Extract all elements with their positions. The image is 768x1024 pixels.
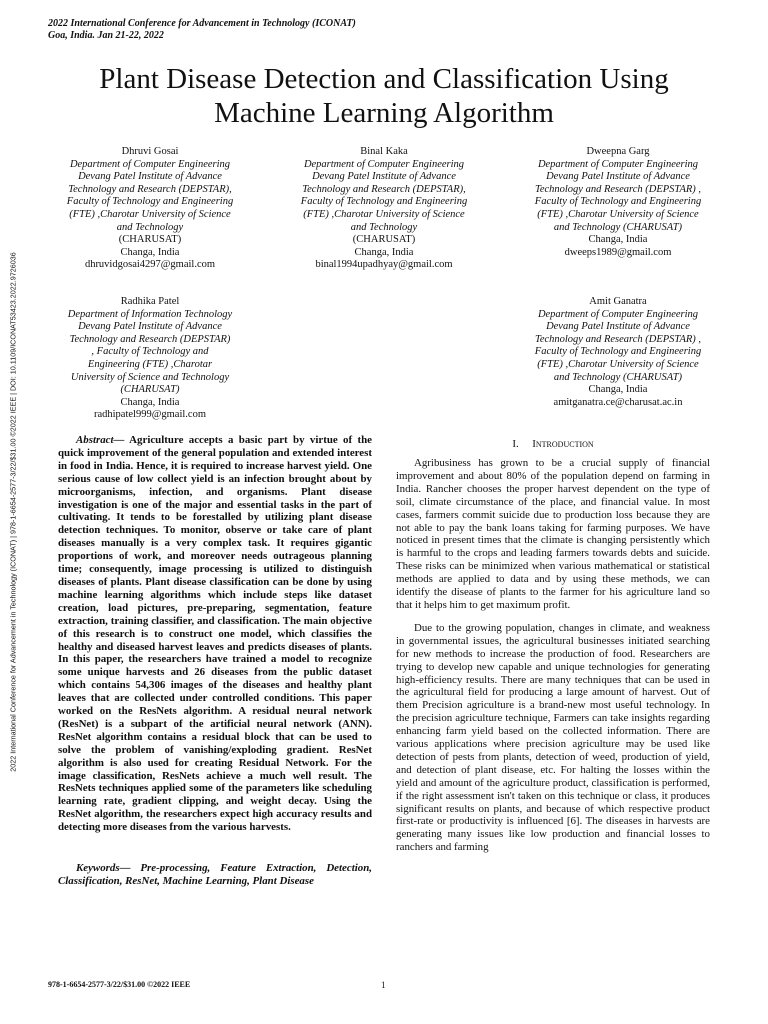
keywords-text: Keywords— Pre-processing, Feature Extraction, Detection, Classification, ResNet, Machine Learning, Plant Disease [58,862,372,887]
author-email[interactable]: amitganatra.ce@charusat.ac.in [553,396,683,408]
author-block [40,146,260,272]
abstract-paragraph [58,434,372,834]
author-location-line: Changa, India [588,234,648,246]
author-block [40,296,260,422]
author-affiliation-line: Devang Patel Institute of Advance [78,321,222,333]
author-location-line: (CHARUSAT) [118,234,182,246]
author-location-line: Changa, India [120,396,180,408]
author-affiliation-line: Department of Information Technology [67,308,233,320]
conference-name: 2022 International Conference for Advancement in Technology (ICONAT) [48,18,356,29]
author-affiliation-line: Technology and Research (DEPSTAR) , [534,183,702,195]
author-affiliation-line: Devang Patel Institute of Advance [312,171,456,183]
abstract-text: Agriculture accepts a basic part by virtue of the quick improvement of the general population and extended interest in food in India. Hence, it is required to increase harvest yield. One serious cause of low collect yield is an infection brought about by microorganisms, infection, and organisms. Plant disease investigation is one of the major and essential tasks in the part of cultivating. It tends to be forestalled by utilizing plant disease detection techniques. To monitor, observe or take care of plant diseases manually is a very complex task. It requires gigantic proportions of work, and moreover needs outrageous planning time; consequently, image processing is utilized to distinguish diseases of plants. Plant disease classification can be done by using machine learning algorithms which include steps like dataset creation, load pictures, pre-preparing, segmentation, feature extraction, training classifier, and classification. The main objective of this research is to construct one model, which classifies the healthy and diseased harvest leaves and predicts diseases of plants. In this paper, the researchers have trained a model to recognize some unique harvests and 26 diseases from the public dataset which contains 54,306 images of the diseases and healthy plant leaves that are collected under controlled conditions. This paper worked on the ResNets algorithm. A residual neural network (ResNet) is a subpart of the artificial neural network (ANN). ResNet algorithm contains a residual block that can be used to solve the problem of vanishing/exploding gradient. ResNet algorithm is also used for creating Residual Network. For the image classification, ResNets achieve a much well result. The ResNets techniques applied some of the parameters like scheduling learning rate, gradient clipping, and weight decay. Using the ResNet algorithm, the researchers expect high accuracy results and detecting more diseases from the various harvests. [58,434,372,834]
page-number: 1 [381,980,386,990]
author-affiliation-line: (FTE) ,Charotar University of Science [303,208,465,220]
footer-isbn: 978-1-6654-2577-3/22/$31.00 ©2022 IEEE [48,980,191,989]
author-location-line: (CHARUSAT) [352,234,416,246]
author-affiliation-line: (FTE) ,Charotar University of Science [537,208,699,220]
doi-sidebar [0,0,26,1024]
author-block [508,146,728,259]
author-email[interactable]: dweeps1989@gmail.com [564,246,672,258]
keywords-section [58,862,372,888]
author-affiliation-line: and Technology [116,221,184,233]
author-location-line: Changa, India [588,384,648,396]
section-title: Introduction [532,438,594,450]
intro-paragraph: Due to the growing population, changes in climate, and weakness in governmental issues, the agricultural businesses initiated searching for new methods to increase the production of food. Researchers are trying to develop new capable and unique technologies for generating high-efficiency results. There are many techniques that can be used in the agricultural field for producing a large amount of harvest. Out of them Precision agriculture is a brand-new most useful technology. In the precision agriculture technique, Farmers can take insights regarding enhancing farm yield based on the collected information. There are various applications where precision agriculture may be used like detection of pests from plants, detection of weed, production of yield, and detection of plant disease, etc. For halting the losses within the yield and amount of the agriculture product, classification is performed, if the right assessment isn't taken on this technique or class, it produces significant results on plants, and because of which respective product first-rate or productivity is influenced [6]. The diseases in harvests are generating many issues like low production and financial losses to ranchers and farming [396,621,710,854]
author-affiliation-line: Faculty of Technology and Engineering [66,196,234,208]
author-affiliation-line: (FTE) ,Charotar University of Science [69,208,231,220]
author-affiliation-line: (CHARUSAT) [120,384,180,396]
author-affiliation-line: (FTE) ,Charotar University of Science [537,358,699,370]
author-affiliation-line: Department of Computer Engineering [537,308,699,320]
introduction-body [396,457,710,864]
author-affiliation-line: and Technology (CHARUSAT) [553,221,683,233]
section-heading [396,438,710,450]
author-email[interactable]: dhruvidgosai4297@gmail.com [84,259,216,271]
author-name: Radhika Patel [120,296,180,307]
author-affiliation-line: University of Science and Technology [70,371,230,383]
conference-location: Goa, India. Jan 21-22, 2022 [48,30,164,41]
author-name: Amit Ganatra [589,296,647,307]
conference-header [48,18,356,42]
paper-title [40,62,728,130]
author-block [274,146,494,272]
author-affiliation-line: Department of Computer Engineering [303,158,465,170]
abstract-section [58,434,372,834]
author-affiliation-line: Technology and Research (DEPSTAR) [69,333,231,345]
author-affiliation-line: and Technology [350,221,418,233]
author-affiliation-line: Faculty of Technology and Engineering [300,196,468,208]
doi-sidebar-text: 2022 International Conference for Advancement in Technology (ICONAT) | 978-1-6654-2577-3/22/$31.00 ©2022 IEEE | DOI: 10.1109/ICONAT53423.2022.9726036 [8,252,18,772]
author-location-line: Changa, India [354,246,414,258]
author-affiliation-line: , Faculty of Technology and [91,346,209,358]
section-numeral: I. [512,438,519,450]
author-affiliation-line: Devang Patel Institute of Advance [78,171,222,183]
author-name: Dhruvi Gosai [121,146,179,157]
author-affiliation-line: Devang Patel Institute of Advance [546,321,690,333]
author-affiliation-line: Department of Computer Engineering [69,158,231,170]
intro-paragraph: Agribusiness has grown to be a crucial supply of financial improvement and about 80% of the population depend on farming in India. Rancher chooses the proper harvest dependent on the type of soil, climate circumstance of the place, and financial value. In most cases, farmers commit suicide due to production loss because they are not able to pay the bank loans taking for farming purposes. We have noticed in present times that the climate is changing persistently which is harmful to the crops and leading farmers towards debts and suicide. These risks can be minimized when various mathematical or statistical methods are applied to data and by using these methods, we can identify the disease of plants to the farmer for his agriculture land so that it helps him to get maximum profit. [396,457,710,611]
author-affiliation-line: Engineering (FTE) ,Charotar [87,358,213,370]
author-location-line: Changa, India [120,246,180,258]
author-affiliation-line: Technology and Research (DEPSTAR), [68,183,232,195]
abstract-label: Abstract— [76,434,125,446]
author-affiliation-line: Faculty of Technology and Engineering [534,346,702,358]
author-affiliation-line: Technology and Research (DEPSTAR) , [534,333,702,345]
author-affiliation-line: Department of Computer Engineering [537,158,699,170]
author-block [508,296,728,409]
author-email[interactable]: radhipatel999@gmail.com [93,409,206,421]
author-affiliation-line: Devang Patel Institute of Advance [546,171,690,183]
author-affiliation-line: Faculty of Technology and Engineering [534,196,702,208]
author-email[interactable]: binal1994upadhyay@gmail.com [315,259,453,271]
paper-title-line2: Machine Learning Algorithm [214,97,554,129]
author-name: Dweepna Garg [586,146,650,157]
paper-title-line1: Plant Disease Detection and Classification Using [99,63,669,95]
author-affiliation-line: Technology and Research (DEPSTAR), [302,183,466,195]
author-affiliation-line: and Technology (CHARUSAT) [553,371,683,383]
author-name: Binal Kaka [360,146,408,157]
